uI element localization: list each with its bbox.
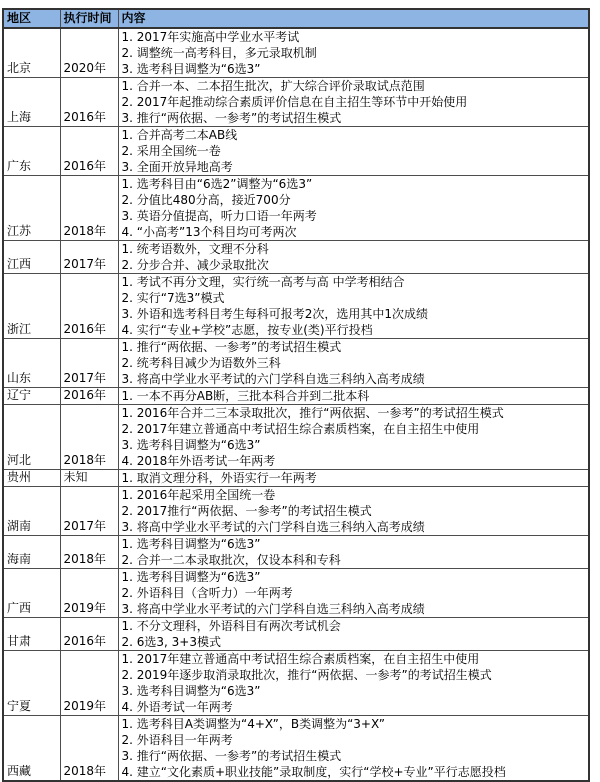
time-label: 2020年 bbox=[63, 61, 107, 75]
time-cell bbox=[60, 470, 118, 487]
region-label: 河北 bbox=[7, 453, 32, 467]
time-cell bbox=[60, 388, 118, 405]
content-line: 3. 推行“两依据、一参考”的考试招生模式 bbox=[121, 749, 342, 763]
region-label: 宁夏 bbox=[7, 699, 32, 713]
region-label: 贵州 bbox=[7, 470, 32, 484]
region-cell bbox=[3, 176, 60, 241]
time-cell bbox=[60, 651, 118, 716]
content-line: 2. 2017推行“两依据、一参考”的考试招生模式 bbox=[121, 504, 372, 518]
table-row bbox=[3, 127, 589, 176]
region-cell bbox=[3, 274, 60, 339]
content-cell bbox=[118, 618, 589, 651]
time-label: 2017年 bbox=[63, 371, 107, 385]
region-label: 江西 bbox=[7, 257, 32, 271]
region-label: 西藏 bbox=[7, 764, 32, 778]
content-line: 3. 推行“两依据、一参考”的考试招生模式 bbox=[121, 111, 342, 125]
table-row bbox=[3, 78, 589, 127]
time-cell bbox=[60, 339, 118, 388]
time-label: 2018年 bbox=[63, 552, 107, 566]
content-line: 3. 将高中学业水平考试的六门学科自选三科纳入高考成绩 bbox=[121, 602, 425, 616]
content-line: 4. 外语考试一年两考 bbox=[121, 700, 233, 714]
content-cell bbox=[118, 487, 589, 536]
time-cell bbox=[60, 716, 118, 782]
region-cell bbox=[3, 388, 60, 405]
content-line: 2. 实行“7选3”模式 bbox=[121, 291, 225, 305]
content-line: 1. 统考语数外，文理不分科 bbox=[121, 242, 269, 256]
region-cell bbox=[3, 78, 60, 127]
table-row bbox=[3, 339, 589, 388]
content-line: 3. 选考科目调整为“6选3” bbox=[121, 684, 261, 698]
time-cell bbox=[60, 241, 118, 274]
region-label: 广东 bbox=[7, 159, 32, 173]
time-label: 2018年 bbox=[63, 764, 107, 778]
table-header-row bbox=[3, 9, 589, 28]
content-line: 2. 外语科目一年两考 bbox=[121, 733, 233, 747]
table-row bbox=[3, 388, 589, 405]
header-region: 地区 bbox=[3, 9, 60, 28]
content-line: 1. 选考科目调整为“6选3” bbox=[121, 570, 261, 584]
content-line: 4. “小高考”13个科目均可考两次 bbox=[121, 225, 297, 239]
region-label: 上海 bbox=[7, 110, 32, 124]
time-label: 2016年 bbox=[63, 110, 107, 124]
content-line: 1. 取消文理分科，外语实行一年两考 bbox=[121, 471, 317, 485]
content-line: 2. 外语科目（含听力）一年两考 bbox=[121, 586, 293, 600]
time-cell bbox=[60, 405, 118, 470]
content-line: 1. 2016年合并二三本录取批次，推行“两依据、一参考”的考试招生模式 bbox=[121, 406, 504, 420]
region-label: 山东 bbox=[7, 371, 32, 385]
time-label: 2017年 bbox=[63, 519, 107, 533]
table-row bbox=[3, 536, 589, 569]
content-cell bbox=[118, 339, 589, 388]
content-line: 4. 实行“专业+学校”志愿，按专业(类)平行投档 bbox=[121, 323, 373, 337]
content-cell bbox=[118, 651, 589, 716]
content-cell bbox=[118, 716, 589, 782]
table-row bbox=[3, 716, 589, 782]
content-line: 2. 2017年建立普通高中考试招生综合素质档案，在自主招生中使用 bbox=[121, 422, 480, 436]
region-cell bbox=[3, 470, 60, 487]
content-cell bbox=[118, 241, 589, 274]
content-cell bbox=[118, 274, 589, 339]
content-line: 3. 外语和选考科目考生每科可报考2次，选用其中1次成绩 bbox=[121, 307, 429, 321]
region-cell bbox=[3, 241, 60, 274]
content-line: 1. 考试不再分文理，实行统一高考与高 中学考相结合 bbox=[121, 275, 405, 289]
content-line: 2. 6选3, 3+3模式 bbox=[121, 635, 221, 649]
table-body bbox=[3, 28, 589, 781]
content-line: 3. 选考科目调整为“6选3” bbox=[121, 62, 261, 76]
time-label: 2016年 bbox=[63, 322, 107, 336]
time-cell bbox=[60, 569, 118, 618]
content-cell bbox=[118, 28, 589, 78]
time-label: 2019年 bbox=[63, 699, 107, 713]
table-row bbox=[3, 405, 589, 470]
content-line: 1. 2017年建立普通高中考试招生综合素质档案，在自主招生中使用 bbox=[121, 652, 480, 666]
content-cell bbox=[118, 536, 589, 569]
time-cell bbox=[60, 618, 118, 651]
region-label: 甘肃 bbox=[7, 634, 32, 648]
table-row bbox=[3, 569, 589, 618]
content-line: 1. 不分文理科，外语科目有两次考试机会 bbox=[121, 619, 341, 633]
table-row bbox=[3, 470, 589, 487]
reform-table-container bbox=[2, 8, 590, 782]
region-label: 海南 bbox=[7, 552, 32, 566]
content-line: 2. 分值比480分高，接近700分 bbox=[121, 193, 291, 207]
content-line: 1. 2016年起采用全国统一卷 bbox=[121, 488, 276, 502]
content-line: 2. 统考科目减少为语数外三科 bbox=[121, 356, 281, 370]
table-row bbox=[3, 651, 589, 716]
time-label: 2016年 bbox=[63, 159, 107, 173]
region-label: 浙江 bbox=[7, 322, 32, 336]
region-label: 广西 bbox=[7, 601, 32, 615]
content-line: 1. 选考科目由“6选2”调整为“6选3” bbox=[121, 177, 313, 191]
table-row bbox=[3, 28, 589, 78]
content-line: 1. 合并高考二本AB线 bbox=[121, 128, 238, 142]
content-cell bbox=[118, 470, 589, 487]
time-label: 2018年 bbox=[63, 453, 107, 467]
content-cell bbox=[118, 176, 589, 241]
time-label: 2017年 bbox=[63, 257, 107, 271]
region-label: 湖南 bbox=[7, 519, 32, 533]
region-cell bbox=[3, 569, 60, 618]
content-line: 3. 将高中学业水平考试的六门学科自选三科纳入高考成绩 bbox=[121, 372, 425, 386]
region-cell bbox=[3, 405, 60, 470]
table-row bbox=[3, 176, 589, 241]
content-line: 1. 推行“两依据、一参考”的考试招生模式 bbox=[121, 340, 342, 354]
time-cell bbox=[60, 78, 118, 127]
content-cell bbox=[118, 569, 589, 618]
content-line: 2. 2017年起推动综合素质评价信息在自主招生等环节中开始使用 bbox=[121, 95, 468, 109]
header-time: 执行时间 bbox=[60, 9, 118, 28]
content-line: 2. 分步合并、减少录取批次 bbox=[121, 258, 269, 272]
time-cell bbox=[60, 127, 118, 176]
region-cell bbox=[3, 339, 60, 388]
time-cell bbox=[60, 536, 118, 569]
region-cell bbox=[3, 127, 60, 176]
region-cell bbox=[3, 536, 60, 569]
content-cell bbox=[118, 388, 589, 405]
time-cell bbox=[60, 28, 118, 78]
time-label: 2016年 bbox=[63, 388, 107, 402]
header-content: 内容 bbox=[118, 9, 589, 28]
content-line: 2. 采用全国统一卷 bbox=[121, 144, 221, 158]
region-cell bbox=[3, 618, 60, 651]
region-cell bbox=[3, 716, 60, 782]
table-row bbox=[3, 274, 589, 339]
content-line: 1. 选考科目调整为“6选3” bbox=[121, 537, 261, 551]
region-label: 北京 bbox=[7, 61, 32, 75]
time-label: 2016年 bbox=[63, 634, 107, 648]
time-cell bbox=[60, 176, 118, 241]
time-cell bbox=[60, 487, 118, 536]
content-line: 3. 将高中学业水平考试的六门学科自选三科纳入高考成绩 bbox=[121, 520, 425, 534]
table-row bbox=[3, 241, 589, 274]
time-label: 2018年 bbox=[63, 224, 107, 238]
table-row bbox=[3, 618, 589, 651]
content-cell bbox=[118, 127, 589, 176]
region-label: 辽宁 bbox=[7, 388, 32, 402]
content-line: 2. 合并一二本录取批次，仅设本科和专科 bbox=[121, 553, 341, 567]
content-line: 3. 全面开放异地高考 bbox=[121, 160, 233, 174]
region-cell bbox=[3, 651, 60, 716]
content-line: 1. 2017年实施高中学业水平考试 bbox=[121, 30, 300, 44]
content-line: 4. 2018年外语考试一年两考 bbox=[121, 454, 276, 468]
region-label: 江苏 bbox=[7, 224, 32, 238]
region-cell bbox=[3, 487, 60, 536]
content-line: 2. 调整统一高考科目，多元录取机制 bbox=[121, 46, 317, 60]
content-cell bbox=[118, 405, 589, 470]
time-cell bbox=[60, 274, 118, 339]
table-row bbox=[3, 487, 589, 536]
gaokao-reform-table bbox=[2, 8, 590, 782]
content-line: 2. 2019年逐步取消录取批次，推行“两依据、一参考”的考试招生模式 bbox=[121, 668, 492, 682]
content-line: 1. 一本不再分AB断，三批本科合并到二批本科 bbox=[121, 389, 370, 403]
content-line: 1. 合并一本、二本招生批次，扩大综合评价录取试点范围 bbox=[121, 79, 425, 93]
content-line: 3. 选考科目调整为“6选3” bbox=[121, 438, 261, 452]
time-label: 2019年 bbox=[63, 601, 107, 615]
content-line: 3. 英语分值提高，听力口语一年两考 bbox=[121, 209, 317, 223]
content-line: 4. 建立“文化素质+职业技能”录取制度，实行“学校+专业”平行志愿投档 bbox=[121, 765, 506, 779]
time-label: 未知 bbox=[63, 470, 88, 484]
content-line: 1. 选考科目A类调整为“4+X”，B类调整为“3+X” bbox=[121, 717, 385, 731]
region-cell bbox=[3, 28, 60, 78]
content-cell bbox=[118, 78, 589, 127]
